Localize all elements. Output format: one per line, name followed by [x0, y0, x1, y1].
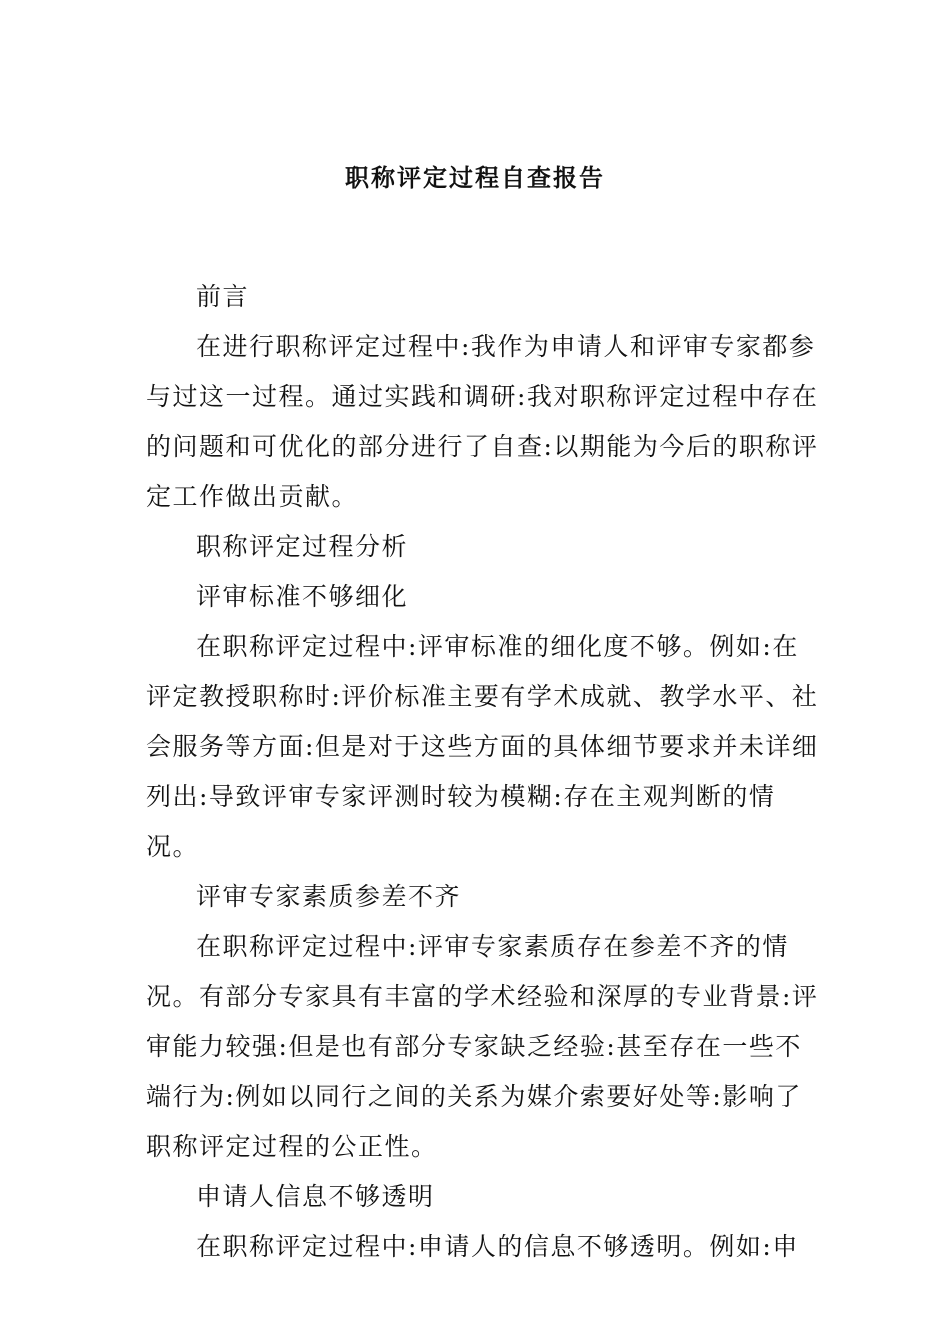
subsection-heading-experts: 评审专家素质参差不齐	[196, 882, 462, 911]
paragraph-experts: 在职称评定过程中:评审专家素质存在参差不齐的情况。有部分专家具有丰富的学术经验和深厚的专业背景:评审能力较强:但是也有部分专家缺乏经验:甚至存在一些不端行为:例如以同行之间的关系为媒介索要好处等:影响了职称评定过程的公正性。	[146, 932, 819, 1161]
paragraph-standards: 在职称评定过程中:评审标准的细化度不够。例如:在评定教授职称时:评价标准主要有学术成就、教学水平、社会服务等方面:但是对于这些方面的具体细节要求并未详细列出:导致评审专家评测时较为模糊:存在主观判断的情况。	[146, 632, 819, 861]
section-heading-analysis: 职称评定过程分析	[196, 532, 409, 561]
document-body	[146, 272, 821, 1272]
paragraph-preface: 在进行职称评定过程中:我作为申请人和评审专家都参与过这一过程。通过实践和调研:我对职称评定过程中存在的问题和可优化的部分进行了自查:以期能为今后的职称评定工作做出贡献。	[146, 332, 819, 511]
subsection-heading-standards: 评审标准不够细化	[196, 582, 409, 611]
section-heading-preface: 前言	[196, 282, 250, 311]
subsection-heading-transparency: 申请人信息不够透明	[196, 1182, 435, 1211]
page-title: 职称评定过程自查报告	[345, 163, 605, 192]
paragraph-transparency: 在职称评定过程中:申请人的信息不够透明。例如:申	[196, 1232, 799, 1261]
